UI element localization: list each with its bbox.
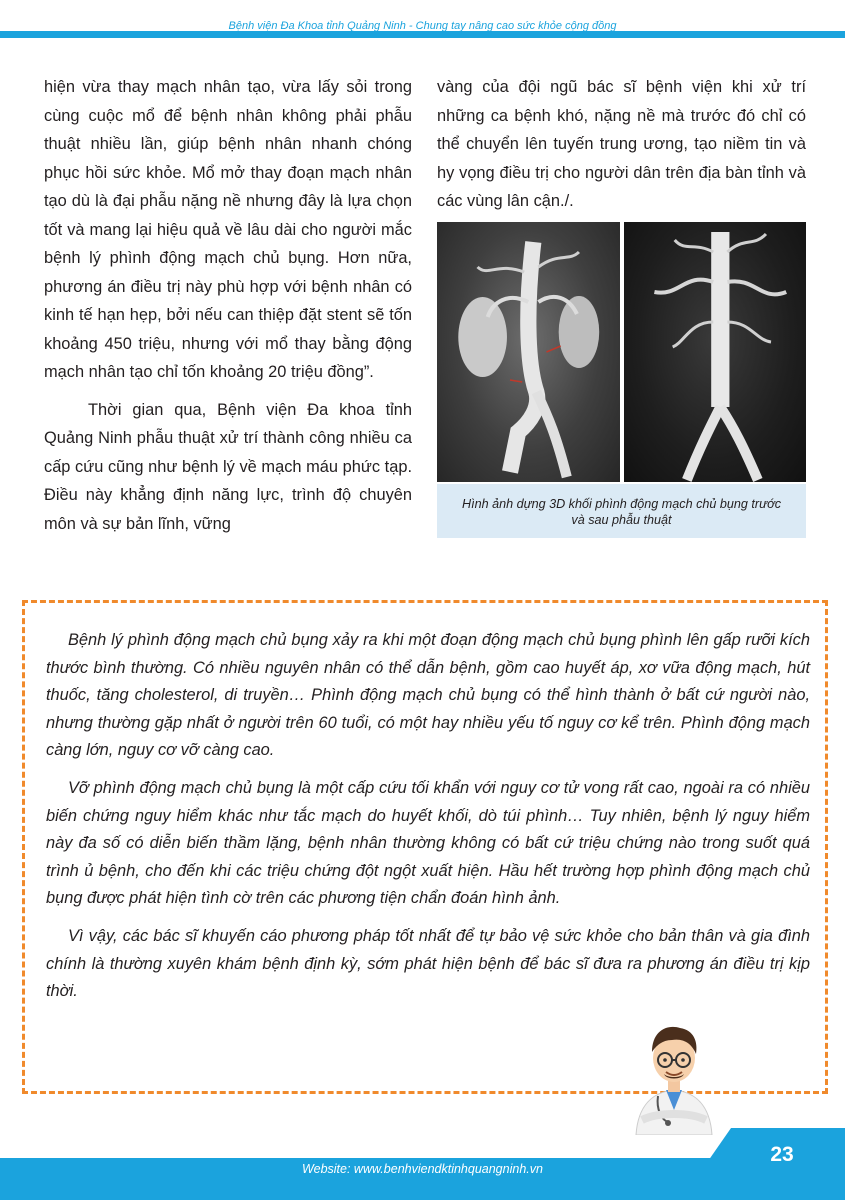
figure-caption-box (437, 484, 806, 538)
article-paragraph: vàng của đội ngũ bác sĩ bệnh viện khi xử trí những ca bệnh khó, nặng nề mà trước đó chỉ có thể chuyển lên tuyến trung ương, tạo niềm tin và hy vọng điều trị cho người dân trên địa bàn tỉnh và các vùng lân cận./. (437, 78, 806, 210)
figure-aortic-3d (437, 222, 806, 538)
info-paragraph: Vỡ phình động mạch chủ bụng là một cấp cứu tối khẩn với nguy cơ tử vong rất cao, ngoài ra có nhiều biến chứng nguy hiểm khác như tắc mạch do huyết khối, dò túi phình… Tuy nhiên, bệnh lý nguy hiểm này đa số có diễn biến thầm lặng, bệnh nhân thường không có bất cứ triệu chứng nào trong suốt quá trình ủ bệnh, cho đến khi các triệu chứng đột ngột xuất hiện. Hầu hết trường hợp phình động mạch chủ bụng được phát hiện tình cờ trên các phương tiện chẩn đoán hình ảnh. (46, 778, 810, 908)
info-text (46, 627, 810, 1006)
page-number: 23 (770, 1143, 794, 1166)
header-bar (0, 0, 845, 38)
figure-images (437, 222, 806, 482)
article-right-column (437, 73, 806, 216)
article-paragraph: Thời gian qua, Bệnh viện Đa khoa tỉnh Quảng Ninh phẫu thuật xử trí thành công nhiều ca cấp cứu cũng như bệnh lý về mạch máu phức tạp. Điều này khẳng định năng lực, trình độ chuyên môn và sự bản lĩnh, vững (44, 400, 412, 533)
ct-image-before-surgery (437, 222, 620, 482)
figure-caption: Hình ảnh dựng 3D khối phình động mạch chủ bụng trước và sau phẫu thuật (461, 497, 782, 527)
ct-image-after-surgery (624, 222, 807, 482)
info-paragraph: Vì vậy, các bác sĩ khuyến cáo phương pháp tốt nhất để tự bảo vệ sức khỏe cho bản thân và gia đình chính là thường xuyên khám bệnh định kỳ, sớm phát hiện bệnh để bác sĩ đưa ra phương án điều trị kịp thời. (46, 926, 810, 1001)
doctor-icon (628, 1010, 720, 1135)
footer-website: Website: www.benhviendktinhquangninh.vn (302, 1162, 543, 1176)
article-left-column (44, 73, 412, 538)
header-title: Bệnh viện Đa Khoa tỉnh Quảng Ninh - Chung tay nâng cao sức khỏe cộng đồng (228, 20, 617, 32)
article-paragraph: hiện vừa thay mạch nhân tạo, vừa lấy sỏi trong cùng cuộc mổ để bệnh nhân không phải phẫu thuật nhiều lần, giúp bệnh nhân nhanh chóng phục hồi sức khỏe. Mổ mở thay đoạn mạch nhân tạo dù là đại phẫu nặng nề nhưng đây là lựa chọn tốt và mang lại hiệu quả về lâu dài cho người mắc bệnh lý phình động mạch chủ bụng. Hơn nữa, phương án điều trị này phù hợp với bệnh nhân có kinh tế hạn hẹp, bởi nếu can thiệp đặt stent sẽ tốn khoảng 450 triệu, nhưng với mổ thay bằng động mạch nhân tạo chỉ tốn khoảng 20 triệu đồng”. (44, 78, 412, 381)
info-paragraph: Bệnh lý phình động mạch chủ bụng xảy ra khi một đoạn động mạch chủ bụng phình lên gấp rưỡi kích thước bình thường. Có nhiều nguyên nhân có thể dẫn bệnh, gồm cao huyết áp, xơ vữa động mạch, hút thuốc, tăng cholesterol, di truyền… Phình động mạch chủ bụng có thể hình thành ở bất cứ người nào, nhưng thường gặp nhất ở người trên 60 tuổi, có một hay nhiều yếu tố nguy cơ kể trên. Phình động mạch càng lớn, nguy cơ vỡ càng cao. (46, 631, 810, 760)
